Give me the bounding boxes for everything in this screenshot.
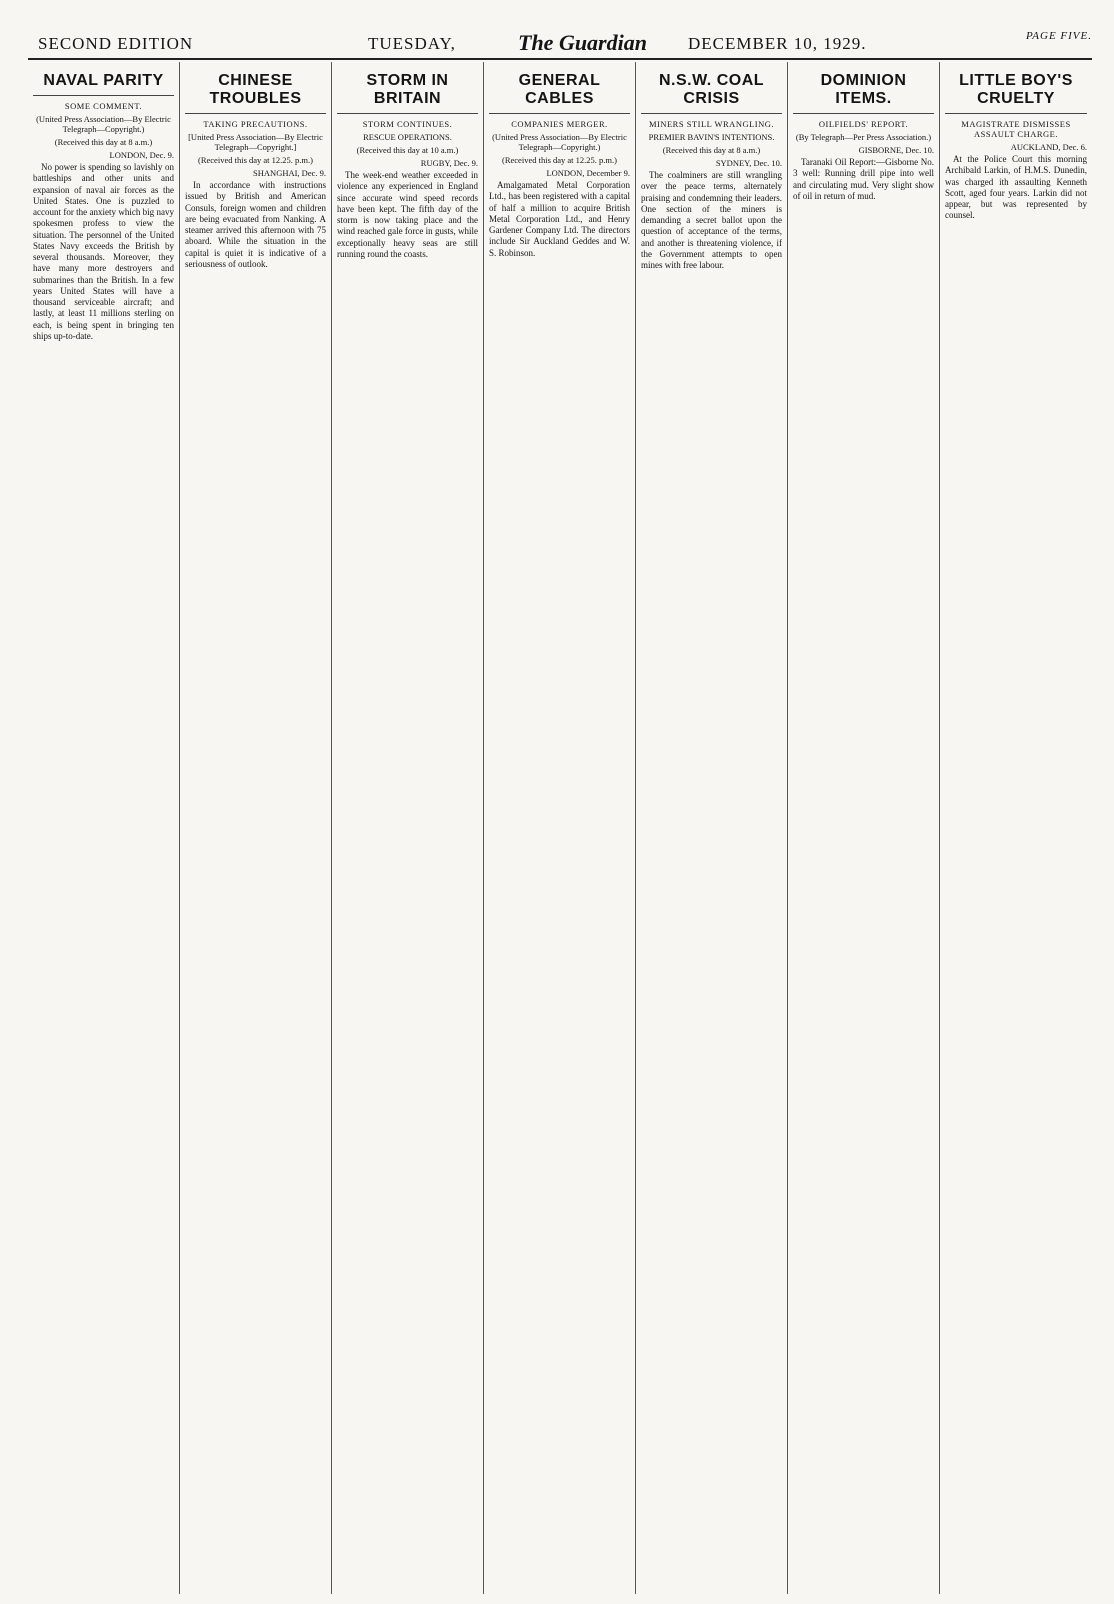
wire-source: [United Press Association—By Electric Telegraph—Copyright.] <box>188 132 323 152</box>
article-body: No power is spending so lavishly on battleships and other units and expansion of naval air forces as the United States. One is puzzled to account for the anxiety which big navy spokesmen profess to view the situation. The personnel of the United States Navy exceeds the British by several thousands. Moreover, they have many more destroyers and submarines than the British. In a few years United States will have a thousand serviceable aircraft; and lastly, at least 11 millions sterling on each, is being spent in bringing ten ships up-to-date. <box>33 162 174 341</box>
headline: STORM IN BRITAIN <box>337 68 478 114</box>
wire-source: RESCUE OPERATIONS. <box>363 132 452 142</box>
headline: DOMINION ITEMS. <box>793 68 934 114</box>
headline: NAVAL PARITY <box>33 68 174 96</box>
subheading: STORM CONTINUES. <box>362 119 453 129</box>
subheading: COMPANIES MERGER. <box>511 119 608 129</box>
subheading: SOME COMMENT. <box>64 101 143 111</box>
received-time: (Received this day at 10 a.m.) <box>356 145 459 155</box>
article-body: Taranaki Oil Report:—Gisborne No. 3 well: Running drill pipe into well and circulating mud. Very slight show of oil in return of mud. <box>793 157 934 201</box>
article-body: The week-end weather exceeded in violence any experienced in England since accurate wind speed records have been kept. The fifth day of the storm is now taking place and the wind reached gale force in gusts, while exceptionally heavy seas are still running round the coasts. <box>337 170 478 259</box>
wire-source: (United Press Association—By Electric Telegraph—Copyright.) <box>36 114 171 134</box>
column-storm-in-britain <box>332 62 484 1594</box>
page-number: PAGE FIVE. <box>1025 30 1092 42</box>
wire-source: (United Press Association—By Electric Telegraph—Copyright.) <box>492 132 627 152</box>
headline: LITTLE BOY'S CRUELTY <box>945 68 1087 114</box>
article-body: Amalgamated Metal Corporation Ltd., has been registered with a capital of half a million to acquire British Metal Corporation Ltd., and Henry Gardener Company Ltd. The directors include Sir Auckland Geddes and W. S. Robinson. <box>489 180 630 258</box>
subheading: TAKING PRECAUTIONS. <box>203 119 308 129</box>
headline: N.S.W. COAL CRISIS <box>641 68 782 114</box>
subheading: MINERS STILL WRANGLING. <box>648 119 775 129</box>
masthead <box>28 28 1092 60</box>
dateline: SHANGHAI, Dec. 9. <box>253 168 326 178</box>
column-chinese-troubles <box>180 62 332 1594</box>
article-body: The coalminers are still wrangling over the peace terms, alternately praising and condemning their leaders. One section of the miners is demanding a secret ballot upon the question of acceptance of the terms, and another is threatening violence, if the Government attempts to open mines with free labour. <box>641 170 782 270</box>
subheading: OILFIELDS' REPORT. <box>818 119 909 129</box>
day-label: TUESDAY, <box>368 34 456 53</box>
issue-date: DECEMBER 10, 1929. <box>688 34 867 53</box>
received-time: (Received this day at 8 a.m.) <box>54 137 153 147</box>
wire-source: (By Telegraph—Per Press Association.) <box>795 132 932 142</box>
dateline: LONDON, December 9. <box>546 168 630 178</box>
article-body: At the Police Court this morning Archibald Larkin, of H.M.S. Dunedin, was charged ith assaulting Kenneth Scott, aged four years. Larkin did not appear, but was represented by counsel. <box>945 154 1087 221</box>
wire-source: PREMIER BAVIN'S INTENTIONS. <box>648 132 775 142</box>
edition-label: SECOND EDITION <box>38 34 194 53</box>
subheading: MAGISTRATE DISMISSES ASSAULT CHARGE. <box>961 119 1071 139</box>
received-time: (Received this day at 12.25. p.m.) <box>502 155 617 165</box>
dateline: AUCKLAND, Dec. 6. <box>1010 142 1087 152</box>
column-little-boys-cruelty <box>940 62 1092 1594</box>
received-time: (Received this day at 12.25. p.m.) <box>198 155 313 165</box>
dateline: LONDON, Dec. 9. <box>109 150 174 160</box>
headline: GENERAL CABLES <box>489 68 630 114</box>
received-time: (Received this day at 8 a.m.) <box>662 145 761 155</box>
dateline: SYDNEY, Dec. 10. <box>715 158 782 168</box>
dateline: RUGBY, Dec. 9. <box>420 158 478 168</box>
newspaper-title: The Guardian <box>518 30 647 55</box>
column-naval-parity <box>28 62 180 1594</box>
headline: CHINESE TROUBLES <box>185 68 326 114</box>
article-body: In accordance with instructions issued by British and American Consuls, foreign women and children are being evacuated from Nanking. A steamer arrived this afternoon with 75 aboard. While the situation in the capital is quiet it is indicative of a seriousness of outlook. <box>185 180 326 269</box>
column-dominion-items <box>788 62 940 1594</box>
dateline: GISBORNE, Dec. 10. <box>858 145 934 155</box>
news-columns <box>28 62 1092 1594</box>
column-coal-crisis <box>636 62 788 1594</box>
column-general-cables <box>484 62 636 1594</box>
